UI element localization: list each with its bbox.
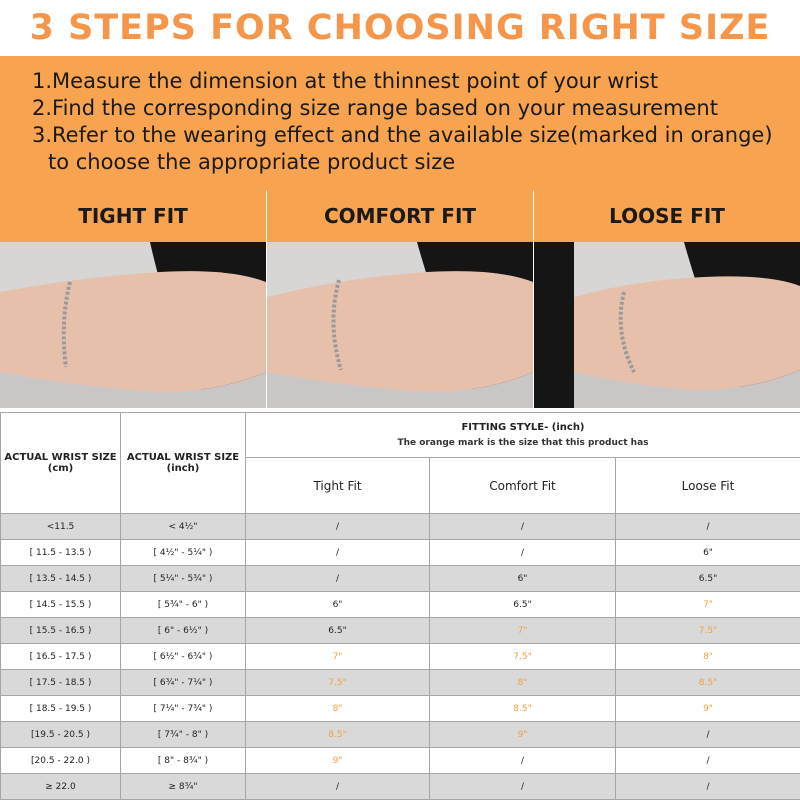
cell-comfort: 9": [430, 722, 616, 748]
table-row: [1, 514, 800, 540]
cell-comfort: /: [430, 540, 616, 566]
fit-label-tight: TIGHT FIT: [0, 190, 266, 242]
table-row: [1, 748, 800, 774]
cell-loose: 8.5": [616, 670, 800, 696]
cell-loose: 7.5": [616, 618, 800, 644]
cell-tight: /: [246, 514, 430, 540]
cell-comfort: /: [430, 774, 616, 800]
table-row: [1, 722, 800, 748]
size-table: [0, 412, 800, 800]
cell-loose: /: [616, 774, 800, 800]
cell-comfort: /: [430, 514, 616, 540]
table-row: [1, 670, 800, 696]
cell-inch: [ 5¼" - 5¾" ): [121, 566, 246, 592]
cell-inch: [ 5¾" - 6" ): [121, 592, 246, 618]
table-row: [1, 618, 800, 644]
header-loose-fit: Loose Fit: [616, 458, 800, 514]
header-fitting-style: [246, 413, 800, 458]
table-row: [1, 592, 800, 618]
cell-comfort: 6": [430, 566, 616, 592]
fit-label-comfort: COMFORT FIT: [267, 190, 533, 242]
wrist-photo-tight: [0, 242, 266, 408]
page-title: 3 STEPS FOR CHOOSING RIGHT SIZE: [29, 8, 771, 48]
cell-loose: 9": [616, 696, 800, 722]
cell-tight: 8.5": [246, 722, 430, 748]
cell-loose: 8": [616, 644, 800, 670]
cell-cm: [19.5 - 20.5 ): [1, 722, 121, 748]
step-3-continued: to choose the appropriate product size: [48, 150, 456, 174]
table-row: [1, 644, 800, 670]
cell-cm: [ 15.5 - 16.5 ): [1, 618, 121, 644]
cell-loose: 7": [616, 592, 800, 618]
table-row: [1, 566, 800, 592]
cell-loose: 6": [616, 540, 800, 566]
cell-cm: [ 18.5 - 19.5 ): [1, 696, 121, 722]
table-row: [1, 540, 800, 566]
cell-cm: [ 17.5 - 18.5 ): [1, 670, 121, 696]
cell-inch: < 4½": [121, 514, 246, 540]
cell-comfort: 7": [430, 618, 616, 644]
table-row: [1, 696, 800, 722]
cell-cm: [ 14.5 - 15.5 ): [1, 592, 121, 618]
cell-comfort: 8.5": [430, 696, 616, 722]
cell-cm: [ 13.5 - 14.5 ): [1, 566, 121, 592]
header-wrist-inch: ACTUAL WRIST SIZE (inch): [121, 413, 246, 514]
cell-tight: /: [246, 566, 430, 592]
cell-tight: 9": [246, 748, 430, 774]
cell-cm: [20.5 - 22.0 ): [1, 748, 121, 774]
step-2: 2.Find the corresponding size range based on your measurement: [32, 96, 718, 120]
cell-inch: [ 6" - 6½" ): [121, 618, 246, 644]
cell-loose: /: [616, 722, 800, 748]
cell-cm: ≥ 22.0: [1, 774, 121, 800]
cell-comfort: 6.5": [430, 592, 616, 618]
cell-inch: [ 8" - 8¾" ): [121, 748, 246, 774]
fit-comfort: [267, 190, 533, 408]
cell-inch: [ 4½" - 5¼" ): [121, 540, 246, 566]
fitting-style-title: FITTING STYLE- (inch): [461, 422, 585, 433]
header-wrist-cm: ACTUAL WRIST SIZE (cm): [1, 413, 121, 514]
cell-loose: /: [616, 514, 800, 540]
cell-cm: [ 11.5 - 13.5 ): [1, 540, 121, 566]
wrist-photo-loose: [534, 242, 800, 408]
cell-cm: <11.5: [1, 514, 121, 540]
step-3: 3.Refer to the wearing effect and the available size(marked in orange): [32, 123, 773, 147]
cell-loose: /: [616, 748, 800, 774]
fit-examples: [0, 190, 800, 408]
cell-tight: /: [246, 540, 430, 566]
header-comfort-fit: Comfort Fit: [430, 458, 616, 514]
instructions-panel: [0, 56, 800, 190]
cell-inch: [ 7¾" - 8" ): [121, 722, 246, 748]
cell-tight: 7": [246, 644, 430, 670]
cell-tight: 8": [246, 696, 430, 722]
cell-comfort: 8": [430, 670, 616, 696]
cell-tight: /: [246, 774, 430, 800]
cell-loose: 6.5": [616, 566, 800, 592]
fit-label-loose: LOOSE FIT: [534, 190, 800, 242]
cell-tight: 7.5": [246, 670, 430, 696]
table-row: [1, 774, 800, 800]
cell-inch: [ 7¼" - 7¾" ): [121, 696, 246, 722]
cell-comfort: /: [430, 748, 616, 774]
cell-tight: 6": [246, 592, 430, 618]
fit-loose: [534, 190, 800, 408]
cell-inch: [ 6½" - 6¾" ): [121, 644, 246, 670]
header-tight-fit: Tight Fit: [246, 458, 430, 514]
fit-tight: [0, 190, 266, 408]
wrist-photo-comfort: [267, 242, 533, 408]
cell-comfort: 7.5": [430, 644, 616, 670]
step-1: 1.Measure the dimension at the thinnest point of your wrist: [32, 69, 659, 93]
cell-cm: [ 16.5 - 17.5 ): [1, 644, 121, 670]
cell-tight: 6.5": [246, 618, 430, 644]
size-table-body: [1, 514, 800, 800]
fitting-style-note: The orange mark is the size that this product has: [397, 438, 649, 448]
cell-inch: [ 6¾" - 7¼" ): [121, 670, 246, 696]
cell-inch: ≥ 8¾": [121, 774, 246, 800]
